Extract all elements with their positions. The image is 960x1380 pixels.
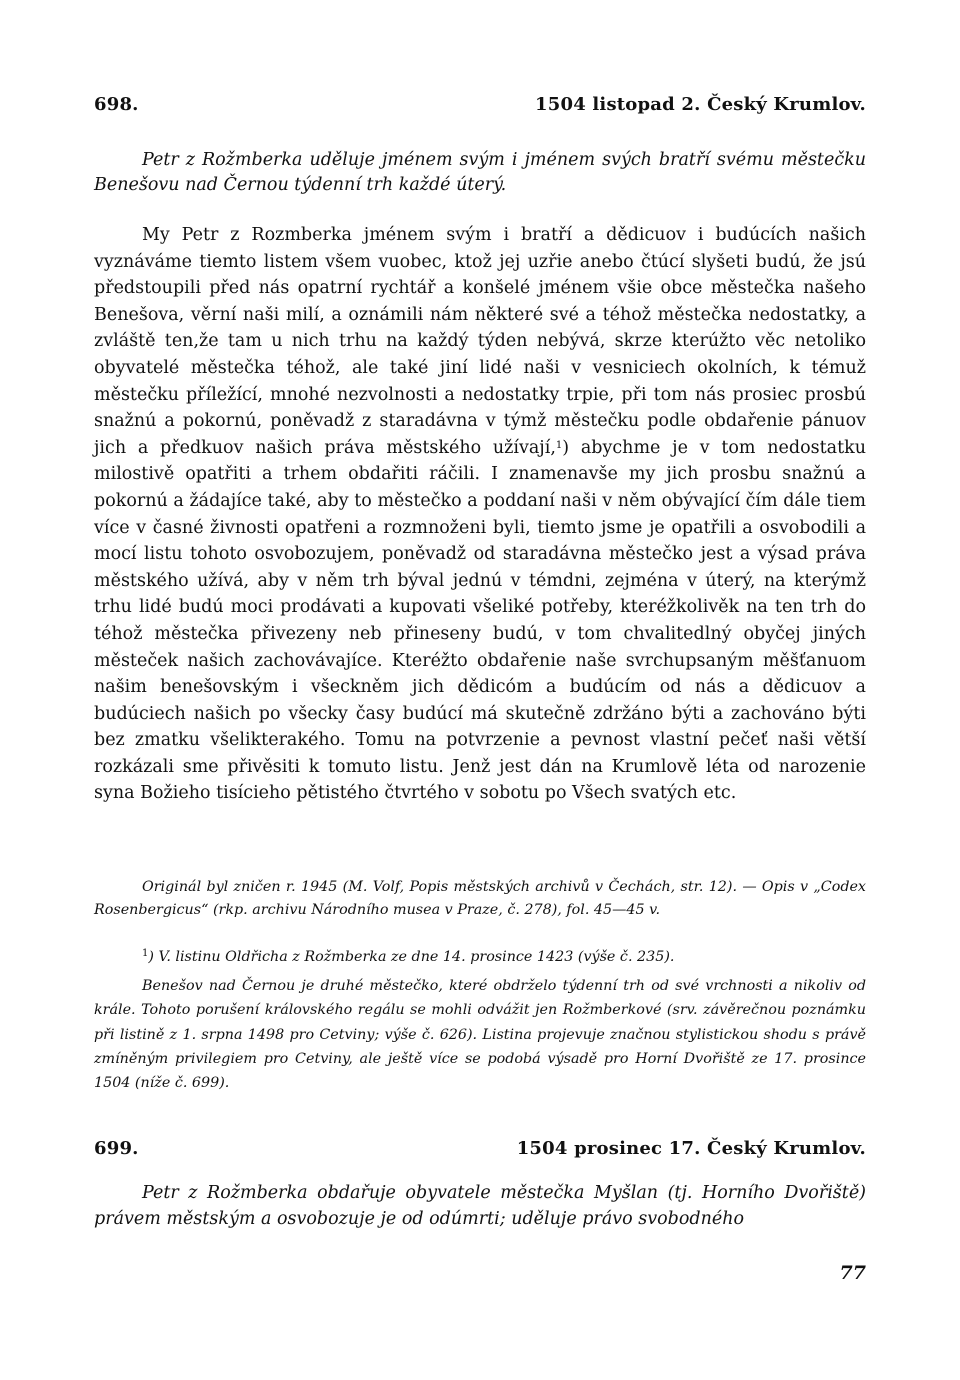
editorial-commentary: Benešov nad Černou je druhé městečko, které obdrželo týdenní trh od své vrchnosti a nikoliv od krále. Tohoto porušení královského regálu se mohli odvážit jen Rožmberkové (srv. závěrečnou poznámku při listině z 1. srpna 1498 pro Cetviny; výše č. 626). Listina projevuje značnou stylistickou shodu s právě zmíněným privilegiem pro Cetviny, ale ještě více se podobá výsadě pro Horní Dvořiště ze 17. prosince 1504 (níže č. 699). (94, 978, 866, 1092)
entry-date-place: 1504 listopad 2. Český Krumlov. (535, 94, 866, 115)
entry-summary: Petr z Rožmberka obdařuje obyvatele městečka Myšlan (tj. Horního Dvořiště) právem městským a osvobozuje je od odúmrti; uděluje právo svobodného (94, 1183, 866, 1229)
entry-summary: Petr z Rožmberka uděluje jménem svým i jménem svých bratří svému městečku Benešovu nad Černou týdenní trh každé úterý. (94, 150, 866, 195)
footnote (94, 946, 866, 968)
charter-text-part-2: ) abychme je v tom nedostatku milostivě opatřiti a trhem obdařiti ráčili. I znamenavše my jich prosbu snažnú a pokornú a žádajíce také, aby to městečko a poddaní naši v něm obývající čím dále tiem více v časné živnosti opatřeni a rozmnoženi byli, tiemto jsme je opatřili a osvobodili a mocí listu tohoto osvobozujem, poněvadž od staradávna městečko jest a výsad práva městského užívá, aby v něm trh býval jednú v témdni, zejména v úterý, na kterýmž trhu lidé budú moci prodávati a kupovati všeliké potřeby, kteréžkolivěk na ten trh do téhož městečka přivezeny neb přineseny budú, v tom chvalitedlný obyčej jiných městeček našich zachovávajíce. Kteréžto obdařenie naše svrchupsaným měšťanuom našim benešovským i všeckněm jich dědicóm a budúcím od nás a dědicuov a budúciech našich po všecky časy budúcí má skutečně zdržáno býti a zachováno býti bez zmatku všelikterakého. Tomu na potvrzenie a pevnost vlastní pečeť naši větší rozkázali sme přivěsiti k tomuto listu. Jenž jest dán na Krumlově léta od narozenie syna Božieho tisícieho pětistého čtvrtého v sobotu po Všech svatých etc. (94, 437, 866, 804)
entry-header-699 (94, 1138, 866, 1159)
entry-date-place: 1504 prosinec 17. Český Krumlov. (516, 1138, 866, 1159)
footnote-marker: 1 (142, 948, 149, 959)
charter-text (94, 222, 866, 807)
entry-number: 698. (94, 94, 139, 115)
entry-number: 699. (94, 1138, 139, 1159)
footnote-reference: 1 (555, 439, 563, 451)
source-note: Originál byl zničen r. 1945 (M. Volf, Popis městských archivů v Čechách, str. 12). — Opis v „Codex Rosenbergicus“ (rkp. archivu Národního musea v Praze, č. 278), fol. 45—45 v. (94, 879, 866, 918)
page-number: 77 (839, 1262, 866, 1284)
entry-header-698 (94, 94, 866, 115)
charter-text-part-1: My Petr z Rozmberka jménem svým i bratří a dědicuov i budúcích našich vyznáváme tiemto listem všem vuobec, ktož jej uzřie anebo čtúcí slyšeti budú, že jsú předstoupili před nás opatrní rychtář a konšelé jménem všie obce městečka našeho Benešova, věrní naši milí, a oznámili nám některé své a téhož městečka nedostatky, a zvláště ten,že tam u nich trhu na každý týden nebývá, skrze kterúžto věc netoliko obyvatelé městečka téhož, ale také jiní lidé naši v vesniciech okolních, k témuž městečku příležící, mnohé nezvolnosti a nedostatky trpie, při tom nás prosiec prosbú snažnú a pokornú, poněvadž z staradávna v týmž městečku podle obdařenie pánuov jich a předkuov našich práva městského užívají, (94, 225, 866, 458)
footnote-text: ) V. listinu Oldřicha z Rožmberka ze dne 14. prosince 1423 (výše č. 235). (148, 949, 675, 965)
